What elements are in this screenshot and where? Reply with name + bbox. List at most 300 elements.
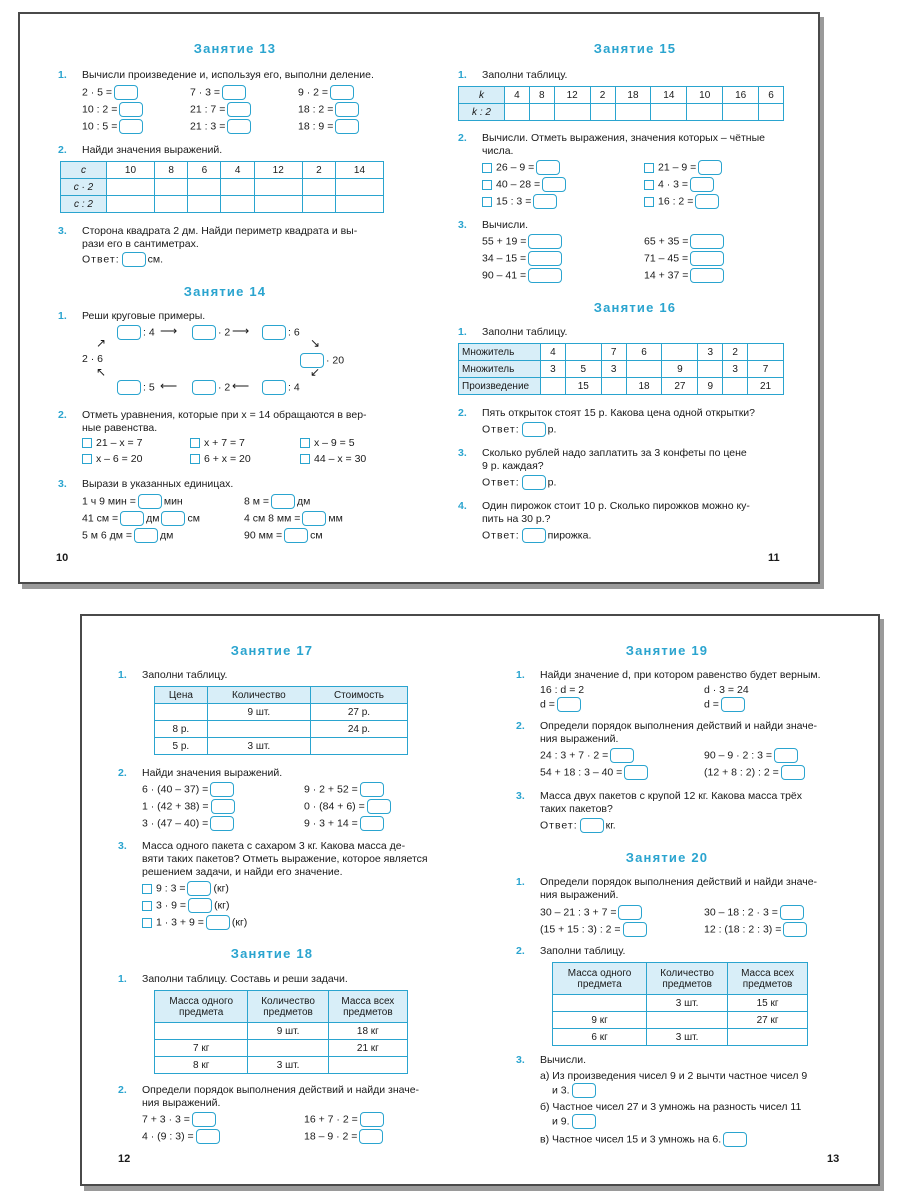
checkbox[interactable] bbox=[190, 438, 200, 448]
answer-box[interactable] bbox=[284, 528, 308, 543]
table-cell: 27 р. bbox=[310, 704, 407, 721]
unit-label: пирожка. bbox=[547, 529, 592, 542]
table-cell bbox=[723, 378, 748, 395]
table-cell: 8 р. bbox=[155, 721, 208, 738]
arrow-down-right-icon: ↘ bbox=[310, 336, 321, 350]
expr-text: 16 + 7 · 2 = bbox=[304, 1113, 358, 1126]
expr bbox=[482, 234, 564, 249]
table-header: c : 2 bbox=[61, 196, 107, 213]
task-text: и 3. bbox=[552, 1084, 570, 1097]
table-cell bbox=[698, 361, 723, 378]
table-cell: 3 шт. bbox=[647, 995, 728, 1012]
task-text: пить на 30 р.? bbox=[482, 513, 551, 525]
table-cell: 9 bbox=[698, 378, 723, 395]
table-header: c bbox=[61, 162, 107, 179]
arrow-down-left-icon: ↙ bbox=[310, 365, 321, 379]
expr bbox=[704, 922, 809, 937]
answer-box[interactable] bbox=[618, 905, 642, 920]
answer-box[interactable] bbox=[522, 422, 546, 437]
table-cell bbox=[310, 738, 407, 755]
task-text: Определи порядок выполнения действий и найди значе- bbox=[540, 720, 818, 732]
expr-text: 4 · 3 = bbox=[658, 178, 689, 191]
table-cell[interactable] bbox=[302, 196, 335, 213]
answer-box[interactable] bbox=[557, 697, 581, 712]
table-cell: 18 кг bbox=[328, 1023, 407, 1040]
answer-box[interactable] bbox=[698, 160, 722, 175]
answer-box[interactable] bbox=[271, 494, 295, 509]
task-text: Найди значения выражений. bbox=[142, 767, 283, 779]
equation-text: x + 7 = 7 bbox=[204, 437, 245, 449]
answer-box[interactable] bbox=[690, 251, 724, 266]
table-cell: 2 bbox=[302, 162, 335, 179]
checkbox[interactable] bbox=[142, 918, 152, 928]
answer-box[interactable] bbox=[117, 325, 141, 340]
expr-text: 1 · (42 + 38) = bbox=[142, 800, 209, 813]
answer-box[interactable] bbox=[360, 1112, 384, 1127]
task-text: в) Частное чисел 15 и 3 умножь на 6. bbox=[540, 1133, 722, 1146]
task-number: 1. bbox=[58, 310, 67, 322]
expr-option bbox=[644, 160, 724, 175]
equation-option bbox=[190, 437, 245, 450]
equation-option bbox=[82, 453, 142, 466]
table-cell: 9 шт. bbox=[248, 1023, 328, 1040]
expr bbox=[142, 782, 236, 797]
table-cell: 3 шт. bbox=[647, 1029, 728, 1046]
task-text: ния выражений. bbox=[142, 1097, 221, 1109]
task-text: Определи порядок выполнения действий и найди значе- bbox=[142, 1084, 420, 1096]
answer-box[interactable] bbox=[119, 102, 143, 117]
answer-box[interactable] bbox=[690, 234, 724, 249]
expr-text: 26 – 9 = bbox=[496, 161, 535, 174]
expr bbox=[540, 748, 636, 763]
answer-box[interactable] bbox=[134, 528, 158, 543]
table-cell[interactable] bbox=[154, 179, 187, 196]
table-cell[interactable] bbox=[254, 179, 302, 196]
expr-text: 8 м = bbox=[244, 495, 270, 508]
expr bbox=[704, 748, 800, 763]
task-number: 1. bbox=[458, 326, 467, 338]
answer-box[interactable] bbox=[783, 922, 807, 937]
task-text: и 9. bbox=[552, 1115, 570, 1128]
expr bbox=[142, 799, 237, 814]
table-cell: 8 кг bbox=[155, 1057, 248, 1074]
checkbox[interactable] bbox=[644, 180, 654, 190]
answer-box[interactable] bbox=[196, 1129, 220, 1144]
answer-box[interactable] bbox=[360, 816, 384, 831]
header-line: предмета bbox=[179, 1006, 224, 1018]
checkbox[interactable] bbox=[82, 438, 92, 448]
answer-box[interactable] bbox=[119, 119, 143, 134]
unit-label: см. bbox=[147, 253, 164, 266]
task-text: вяти таких пакетов? Отметь выражение, которое является bbox=[142, 853, 428, 865]
lesson-title: Занятие 13 bbox=[193, 41, 277, 56]
arrow-left-icon: ⟵ bbox=[232, 379, 250, 393]
expr-text: 18 : 2 = bbox=[298, 103, 334, 116]
answer-box[interactable] bbox=[528, 234, 562, 249]
expr-text: 21 – 9 = bbox=[658, 161, 697, 174]
answer-box[interactable] bbox=[210, 782, 234, 797]
answer-box[interactable] bbox=[623, 922, 647, 937]
table-cell[interactable] bbox=[529, 104, 554, 121]
table-cell[interactable] bbox=[723, 104, 759, 121]
answer-box[interactable] bbox=[774, 748, 798, 763]
task-text: Вычисли. bbox=[540, 1054, 587, 1066]
table-cell: 18 bbox=[626, 378, 662, 395]
unit-row bbox=[82, 511, 200, 526]
table-cell: 15 кг bbox=[728, 995, 808, 1012]
table-cell bbox=[728, 1029, 808, 1046]
circle-step bbox=[260, 380, 300, 395]
unit-label: (кг) bbox=[231, 916, 248, 929]
arrow-right-icon: ⟶ bbox=[232, 324, 250, 338]
circle-step bbox=[115, 380, 155, 395]
expr-text: 1 · 3 + 9 = bbox=[156, 916, 204, 929]
unit-label: дм bbox=[160, 529, 174, 542]
answer-box[interactable] bbox=[359, 1129, 383, 1144]
answer-line bbox=[540, 697, 583, 712]
page-number: 12 bbox=[118, 1153, 131, 1165]
table-cell: 12 bbox=[254, 162, 302, 179]
table-cell bbox=[748, 344, 784, 361]
expr-text: 2 · 5 = bbox=[82, 86, 113, 99]
checkbox[interactable] bbox=[142, 901, 152, 911]
answer-box[interactable] bbox=[122, 252, 146, 267]
mass-table bbox=[552, 962, 808, 1046]
unit-label: дм bbox=[297, 495, 311, 508]
task-text: ния выражений. bbox=[540, 733, 619, 745]
table-header: Произведение bbox=[459, 378, 541, 395]
unit-label: (кг) bbox=[213, 882, 229, 895]
equation-text: x – 9 = 5 bbox=[314, 437, 355, 449]
equation-option bbox=[300, 453, 366, 466]
answer-box[interactable] bbox=[536, 160, 560, 175]
table-cell bbox=[541, 378, 566, 395]
task-number: 1. bbox=[58, 69, 67, 81]
page-13 bbox=[482, 616, 880, 1184]
table-cell[interactable] bbox=[687, 104, 723, 121]
values-table bbox=[60, 161, 384, 213]
answer-box[interactable] bbox=[227, 119, 251, 134]
table-header: Цена bbox=[155, 687, 208, 704]
table-cell: 7 кг bbox=[155, 1040, 248, 1057]
task-text: Вырази в указанных единицах. bbox=[82, 478, 234, 490]
answer-line bbox=[482, 528, 591, 543]
table-cell: 8 bbox=[154, 162, 187, 179]
table-cell: 3 шт. bbox=[248, 1057, 328, 1074]
task-number: 2. bbox=[458, 132, 467, 144]
answer-box[interactable] bbox=[262, 325, 286, 340]
answer-label: Ответ: bbox=[482, 476, 520, 489]
expr bbox=[142, 1112, 218, 1127]
table-cell[interactable] bbox=[759, 104, 784, 121]
answer-box[interactable] bbox=[188, 898, 212, 913]
table-cell bbox=[647, 1012, 728, 1029]
table-cell: 7 bbox=[601, 344, 626, 361]
op-text: · 20 bbox=[326, 354, 345, 367]
table-cell[interactable] bbox=[254, 196, 302, 213]
expr bbox=[304, 816, 386, 831]
unit-label: см bbox=[187, 512, 200, 525]
task-number: 4. bbox=[458, 500, 467, 512]
expr bbox=[142, 816, 236, 831]
checkbox[interactable] bbox=[644, 197, 654, 207]
header-line: Масса одного bbox=[169, 995, 233, 1007]
expr bbox=[82, 102, 145, 117]
answer-label: d = bbox=[540, 698, 555, 711]
table-cell[interactable] bbox=[505, 104, 530, 121]
answer-box[interactable] bbox=[690, 268, 724, 283]
header-line: предметов bbox=[343, 1006, 393, 1018]
checkbox[interactable] bbox=[142, 884, 152, 894]
answer-box[interactable] bbox=[695, 194, 719, 209]
table-cell bbox=[207, 721, 310, 738]
table-cell: 16 bbox=[723, 87, 759, 104]
bottom-spread bbox=[80, 614, 880, 1186]
answer-box[interactable] bbox=[572, 1083, 596, 1098]
table-header bbox=[248, 991, 328, 1023]
table-cell[interactable] bbox=[590, 104, 615, 121]
answer-box[interactable] bbox=[114, 85, 138, 100]
answer-box[interactable] bbox=[572, 1114, 596, 1129]
answer-box[interactable] bbox=[580, 818, 604, 833]
lesson-title: Занятие 20 bbox=[625, 850, 709, 865]
expr-text: 7 · 3 = bbox=[190, 86, 221, 99]
expr-text: 1 ч 9 мин = bbox=[82, 495, 136, 508]
expr-text: 55 + 19 = bbox=[482, 235, 527, 248]
page-10 bbox=[20, 14, 420, 582]
answer-box[interactable] bbox=[528, 268, 562, 283]
top-spread bbox=[18, 12, 820, 584]
answer-box[interactable] bbox=[120, 511, 144, 526]
expr-option bbox=[482, 177, 568, 192]
answer-box[interactable] bbox=[211, 799, 235, 814]
answer-box[interactable] bbox=[192, 380, 216, 395]
checkbox[interactable] bbox=[82, 454, 92, 464]
expr-text: 4 см 8 мм = bbox=[244, 512, 301, 525]
table-cell[interactable] bbox=[302, 179, 335, 196]
answer-box[interactable] bbox=[227, 102, 251, 117]
expr bbox=[82, 85, 140, 100]
op-text: : 4 bbox=[143, 326, 155, 339]
table-header: Множитель bbox=[459, 361, 541, 378]
expr-text: 41 см = bbox=[82, 512, 119, 525]
table-cell[interactable] bbox=[554, 104, 590, 121]
expr bbox=[304, 799, 393, 814]
table-cell: 8 bbox=[529, 87, 554, 104]
expr-text: (15 + 15 : 3) : 2 = bbox=[540, 923, 621, 936]
equation-option bbox=[190, 453, 251, 466]
task-text: Масса двух пакетов с крупой 12 кг. Какова масса трёх bbox=[540, 790, 802, 802]
arrow-right-icon: ⟶ bbox=[160, 324, 178, 338]
expr-text: 24 : 3 + 7 · 2 = bbox=[540, 749, 609, 762]
table-cell[interactable] bbox=[188, 196, 221, 213]
table-cell: 6 bbox=[759, 87, 784, 104]
table-cell: 5 р. bbox=[155, 738, 208, 755]
expr bbox=[304, 1129, 385, 1144]
lesson-title: Занятие 17 bbox=[230, 643, 314, 658]
task-text: Масса одного пакета с сахаром 3 кг. Какова масса де- bbox=[142, 840, 406, 852]
answer-label: Ответ: bbox=[540, 819, 578, 832]
task-text: Заполни таблицу. bbox=[482, 326, 568, 338]
answer-box[interactable] bbox=[690, 177, 714, 192]
answer-box[interactable] bbox=[330, 85, 354, 100]
answer-box[interactable] bbox=[187, 881, 211, 896]
task-number: 2. bbox=[118, 767, 127, 779]
equation-text: 21 – x = 7 bbox=[96, 437, 143, 449]
table-cell[interactable] bbox=[154, 196, 187, 213]
expr-text: 30 – 18 : 2 · 3 = bbox=[704, 906, 778, 919]
expr-text: 21 : 7 = bbox=[190, 103, 226, 116]
unit-label: р. bbox=[547, 423, 557, 436]
answer-label: Ответ: bbox=[482, 529, 520, 542]
lesson-title: Занятие 18 bbox=[230, 946, 314, 961]
arrow-left-icon: ⟵ bbox=[160, 379, 178, 393]
lesson-title: Занятие 16 bbox=[593, 300, 677, 315]
answer-box[interactable] bbox=[117, 380, 141, 395]
answer-box[interactable] bbox=[528, 251, 562, 266]
answer-box[interactable] bbox=[335, 119, 359, 134]
checkbox[interactable] bbox=[644, 163, 654, 173]
expr bbox=[298, 119, 361, 134]
answer-box[interactable] bbox=[780, 905, 804, 920]
table-cell[interactable] bbox=[188, 179, 221, 196]
table-cell[interactable] bbox=[221, 179, 254, 196]
op-text: · 2 bbox=[218, 326, 231, 339]
answer-box[interactable] bbox=[781, 765, 805, 780]
table-cell[interactable] bbox=[335, 179, 383, 196]
task-number: 3. bbox=[118, 840, 127, 852]
checkbox[interactable] bbox=[190, 454, 200, 464]
answer-box[interactable] bbox=[206, 915, 230, 930]
expr-text: 3 · 9 = bbox=[156, 899, 187, 912]
answer-box[interactable] bbox=[360, 782, 384, 797]
table-cell: 5 bbox=[565, 361, 601, 378]
unit-row bbox=[82, 528, 173, 543]
expr bbox=[704, 765, 807, 780]
answer-box[interactable] bbox=[262, 380, 286, 395]
table-cell bbox=[155, 1023, 248, 1040]
answer-box[interactable] bbox=[335, 102, 359, 117]
expr-text: 4 · (9 : 3) = bbox=[142, 1130, 194, 1143]
values-table bbox=[458, 86, 784, 121]
answer-line bbox=[552, 1083, 598, 1098]
answer-box[interactable] bbox=[721, 697, 745, 712]
header-line: Масса одного bbox=[567, 967, 632, 979]
expr-text: 34 – 15 = bbox=[482, 252, 527, 265]
expr-text: 90 мм = bbox=[244, 529, 283, 542]
expr-text: 9 · 2 + 52 = bbox=[304, 783, 358, 796]
checkbox[interactable] bbox=[300, 438, 310, 448]
answer-box[interactable] bbox=[610, 748, 634, 763]
header-line: Масса всех bbox=[341, 995, 395, 1007]
table-cell[interactable] bbox=[615, 104, 651, 121]
checkbox[interactable] bbox=[482, 163, 492, 173]
answer-box[interactable] bbox=[533, 194, 557, 209]
table-cell[interactable] bbox=[651, 104, 687, 121]
answer-box[interactable] bbox=[723, 1132, 747, 1147]
expr bbox=[142, 1129, 222, 1144]
expr bbox=[540, 765, 650, 780]
answer-box[interactable] bbox=[222, 85, 246, 100]
task-text: Найди значения выражений. bbox=[82, 144, 223, 156]
task-number: 1. bbox=[458, 69, 467, 81]
expr bbox=[482, 268, 564, 283]
start-expr: 2 · 6 bbox=[82, 353, 104, 365]
expr-text: (12 + 8 : 2) : 2 = bbox=[704, 766, 779, 779]
header-line: Масса всех bbox=[741, 967, 794, 979]
expr-text: 10 : 5 = bbox=[82, 120, 118, 133]
task-text: ния выражений. bbox=[540, 889, 619, 901]
task-text: Отметь уравнения, которые при x = 14 обращаются в вер- bbox=[82, 409, 367, 421]
answer-line bbox=[704, 697, 747, 712]
expr-text: 9 : 3 = bbox=[156, 882, 186, 895]
expr-text: 90 – 41 = bbox=[482, 269, 527, 282]
table-cell: 2 bbox=[590, 87, 615, 104]
expr-text: 14 + 37 = bbox=[644, 269, 689, 282]
expr-text: 16 : 2 = bbox=[658, 195, 694, 208]
task-text: Один пирожок стоит 10 р. Сколько пирожков можно ку- bbox=[482, 500, 750, 512]
table-cell[interactable] bbox=[107, 179, 155, 196]
answer-box[interactable] bbox=[624, 765, 648, 780]
expr-text: 21 : 3 = bbox=[190, 120, 226, 133]
answer-line bbox=[540, 1132, 749, 1147]
expr-text: 0 · (84 + 6) = bbox=[304, 800, 365, 813]
checkbox[interactable] bbox=[482, 197, 492, 207]
circle-step bbox=[190, 380, 230, 395]
answer-box[interactable] bbox=[302, 511, 326, 526]
task-text: Пять открыток стоят 15 р. Какова цена одной открытки? bbox=[482, 407, 756, 419]
equation-text: 6 + x = 20 bbox=[204, 453, 251, 465]
table-cell: 4 bbox=[505, 87, 530, 104]
table-cell: 18 bbox=[615, 87, 651, 104]
table-header bbox=[553, 963, 647, 995]
table-cell[interactable] bbox=[221, 196, 254, 213]
table-cell: 12 bbox=[554, 87, 590, 104]
answer-line bbox=[482, 475, 556, 490]
lesson-title: Занятие 15 bbox=[593, 41, 677, 56]
table-cell[interactable] bbox=[335, 196, 383, 213]
answer-box[interactable] bbox=[522, 475, 546, 490]
circle-step bbox=[190, 325, 230, 340]
arrow-up-right-icon: ↗ bbox=[96, 336, 107, 350]
answer-box[interactable] bbox=[542, 177, 566, 192]
table-cell bbox=[565, 344, 601, 361]
answer-box[interactable] bbox=[192, 325, 216, 340]
table-cell: 9 bbox=[662, 361, 698, 378]
answer-box[interactable] bbox=[367, 799, 391, 814]
multiply-table bbox=[458, 343, 784, 395]
checkbox[interactable] bbox=[300, 454, 310, 464]
checkbox[interactable] bbox=[482, 180, 492, 190]
task-text: Найди значение d, при котором равенство будет верным. bbox=[540, 669, 821, 681]
expr-text: 30 – 21 : 3 + 7 = bbox=[540, 906, 617, 919]
header-line: Количество bbox=[660, 967, 714, 979]
table-cell[interactable] bbox=[107, 196, 155, 213]
expr-option bbox=[142, 898, 229, 913]
table-cell: 21 bbox=[748, 378, 784, 395]
unit-label: мин bbox=[163, 495, 183, 508]
answer-box[interactable] bbox=[192, 1112, 216, 1127]
answer-box[interactable] bbox=[210, 816, 234, 831]
table-cell bbox=[155, 704, 208, 721]
answer-box[interactable] bbox=[138, 494, 162, 509]
answer-box[interactable] bbox=[522, 528, 546, 543]
unit-label: дм bbox=[146, 512, 160, 525]
expr-option bbox=[142, 915, 247, 930]
task-text: решением задачи, и найди его значение. bbox=[142, 866, 343, 878]
answer-box[interactable] bbox=[161, 511, 185, 526]
table-cell: 14 bbox=[335, 162, 383, 179]
